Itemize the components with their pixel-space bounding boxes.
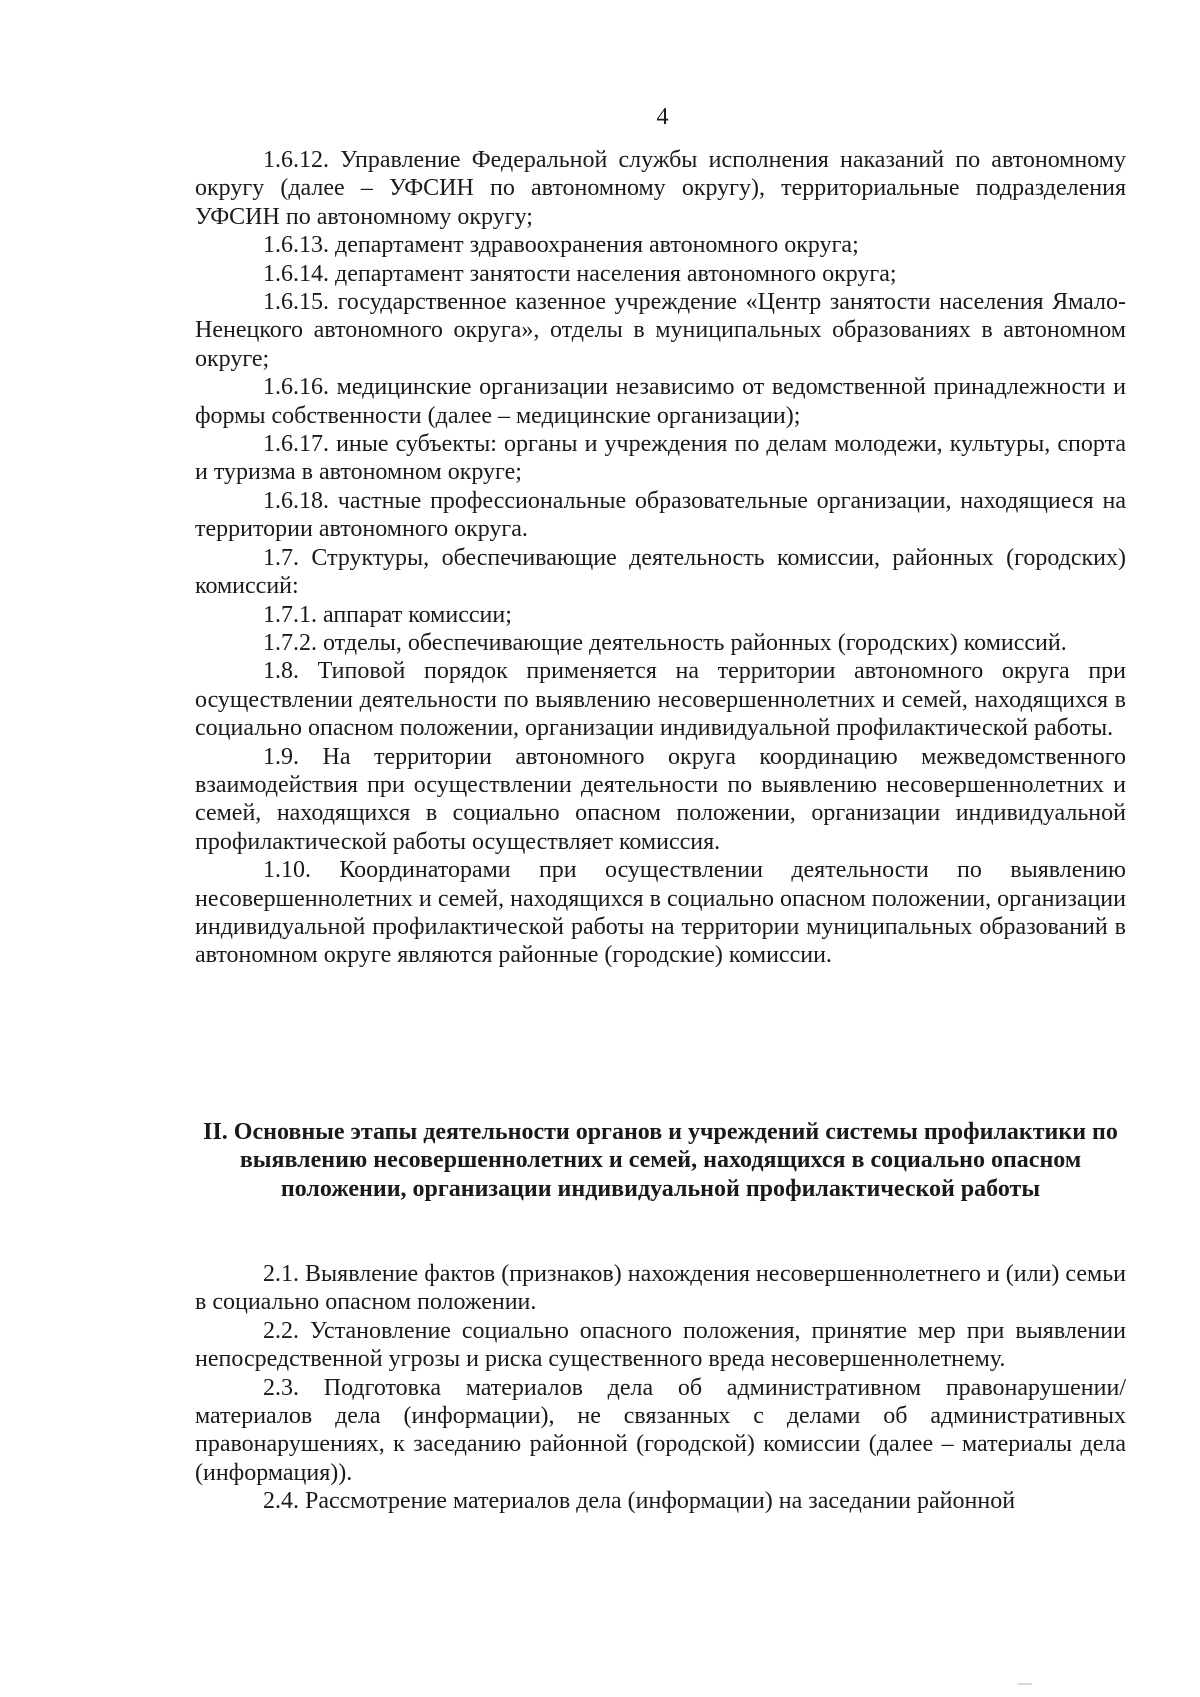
- section-2-heading: II. Основные этапы деятельности органов и учреждений системы профилактики по выявлению несовершеннолетних и семей, находящихся в социально опасном положении, организации индивидуальной профилактической работы: [203, 1119, 1118, 1202]
- paragraph-1-7-2: 1.7.2. отделы, обеспечивающие деятельность районных (городских) комиссий.: [263, 629, 1067, 656]
- paragraph-2-4: 2.4. Рассмотрение материалов дела (информации) на заседании районной: [263, 1488, 1016, 1515]
- paragraph-1-6-13: 1.6.13. департамент здравоохранения автономного округа;: [263, 232, 859, 259]
- paragraph-1-6-17: 1.6.17. иные субъекты: органы и учреждения по делам молодежи, культуры, спорта и туризма в автономном округе;: [195, 431, 1126, 486]
- paragraph-1-9: 1.9. На территории автономного округа координацию межведомственного взаимодействия при осуществлении деятельности по выявлению несовершеннолетних и семей, находящихся в социально опасном положении, организации индивидуальной профилактической работы осуществляет комиссия.: [195, 743, 1126, 855]
- section-2-body: [195, 1260, 1126, 1516]
- paragraph-2-1: 2.1. Выявление фактов (признаков) нахождения несовершеннолетнего и (или) семьи в социально опасном положении.: [195, 1261, 1126, 1316]
- paragraph-1-6-18: 1.6.18. частные профессиональные образовательные организации, находящиеся на территории автономного округа.: [195, 487, 1126, 543]
- paragraph-1-6-16: 1.6.16. медицинские организации независимо от ведомственной принадлежности и формы собственности (далее – медицинские организации);: [195, 374, 1126, 429]
- section-2-heading-block: [195, 1118, 1126, 1203]
- paragraph-1-6-12: 1.6.12. Управление Федеральной службы исполнения наказаний по автономному округу (далее – УФСИН по автономному округу), территориальные подразделения УФСИН по автономному округу;: [195, 147, 1126, 230]
- scan-artifact-mark: [1018, 1683, 1032, 1685]
- paragraph-1-7-1: 1.7.1. аппарат комиссии;: [263, 601, 512, 628]
- paragraph-2-3: 2.3. Подготовка материалов дела об административном правонарушении/ материалов дела (информации), не связанных с делами об административных правонарушениях, к заседанию районной (городской) комиссии (далее – материалы дела (информация)).: [195, 1374, 1126, 1486]
- paragraph-2-2: 2.2. Установление социально опасного положения, принятие мер при выявлении непосредственной угрозы и риска существенного вреда несовершеннолетнему.: [195, 1317, 1126, 1373]
- paragraph-1-6-15: 1.6.15. государственное казенное учреждение «Центр занятости населения Ямало-Ненецкого автономного округа», отделы в муниципальных образованиях в автономном округе;: [195, 289, 1126, 372]
- section-1-body: [195, 146, 1126, 970]
- paragraph-1-10: 1.10. Координаторами при осуществлении деятельности по выявлению несовершеннолетних и семей, находящихся в социально опасном положении, организации индивидуальной профилактической работы на территории муниципальных образований в автономном округе являются районные (городские) комиссии.: [195, 857, 1126, 969]
- paragraph-1-6-14: 1.6.14. департамент занятости населения автономного округа;: [263, 260, 897, 287]
- paragraph-1-8: 1.8. Типовой порядок применяется на территории автономного округа при осуществлении деятельности по выявлению несовершеннолетних и семей, находящихся в социально опасном положении, организации индивидуальной профилактической работы.: [195, 658, 1126, 742]
- page-number: 4: [656, 104, 669, 130]
- paragraph-1-7: 1.7. Структуры, обеспечивающие деятельность комиссии, районных (городских) комиссий:: [195, 544, 1126, 600]
